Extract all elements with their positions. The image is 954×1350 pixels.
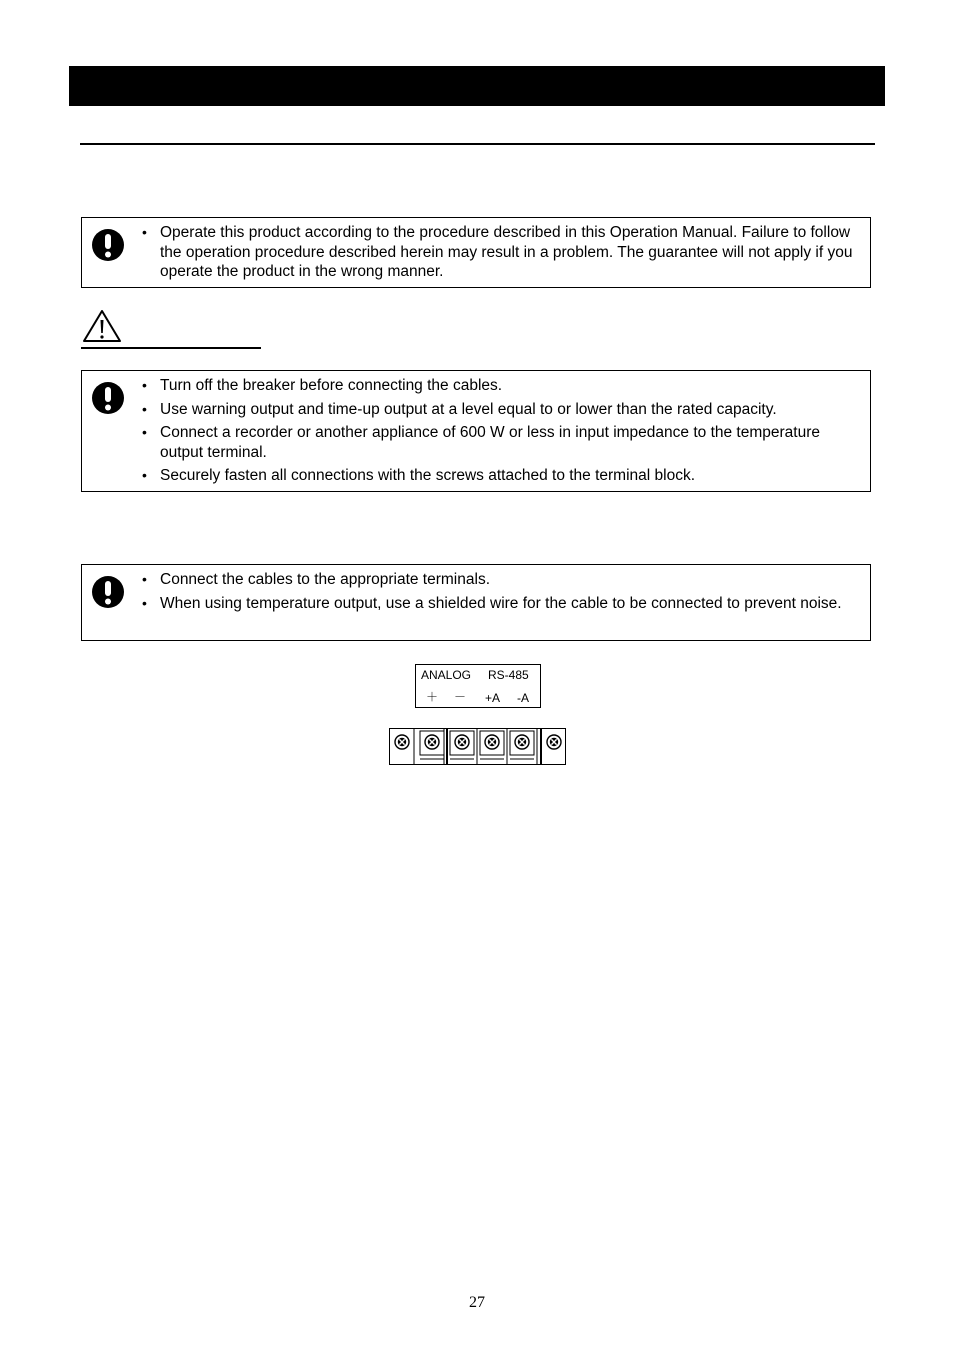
screw-icon — [425, 735, 439, 749]
terminal-label-panel — [415, 664, 541, 708]
caution-triangle-icon — [82, 309, 122, 343]
rs485-plus-label: +A — [485, 691, 501, 705]
analog-minus-label: － — [454, 690, 467, 704]
analog-plus-label: ＋ — [426, 690, 439, 704]
notice-list — [142, 223, 860, 286]
title-rule — [80, 143, 875, 145]
mandatory-icon — [91, 381, 125, 415]
notice-terminals — [81, 564, 871, 641]
notice-list — [142, 570, 860, 617]
caution-heading-rule — [81, 347, 261, 349]
mandatory-icon — [91, 575, 125, 609]
screw-icon — [485, 735, 499, 749]
notice-item: • When using temperature output, use a shielded wire for the cable to be connected to prevent noise. — [142, 594, 860, 614]
notice-general — [81, 217, 871, 288]
terminal-block — [389, 728, 566, 765]
notice-item: • Turn off the breaker before connecting the cables. — [142, 376, 860, 396]
screw-icon — [515, 735, 529, 749]
notice-wiring — [81, 370, 871, 492]
rs485-label: RS-485 — [488, 668, 529, 682]
notice-item: • Securely fasten all connections with the screws attached to the terminal block. — [142, 466, 860, 486]
notice-list — [142, 376, 860, 490]
notice-item: • Connect the cables to the appropriate terminals. — [142, 570, 860, 590]
screw-icon — [547, 735, 561, 749]
notice-item: • Use warning output and time-up output at a level equal to or lower than the rated capacity. — [142, 400, 860, 420]
notice-item: • Connect a recorder or another appliance of 600 W or less in input impedance to the temperature output terminal. — [142, 423, 860, 462]
mandatory-icon — [91, 228, 125, 262]
screw-icon — [455, 735, 469, 749]
page-number: 27 — [469, 1294, 485, 1311]
notice-item: • Operate this product according to the procedure described in this Operation Manual. Failure to follow the operation procedure described herein may result in a problem. The guarantee will not apply if you operate the product in the wrong manner. — [142, 223, 860, 282]
analog-label: ANALOG — [421, 668, 472, 682]
header-bar — [69, 66, 885, 106]
rs485-minus-label: -A — [517, 691, 529, 705]
screw-icon — [395, 735, 409, 749]
